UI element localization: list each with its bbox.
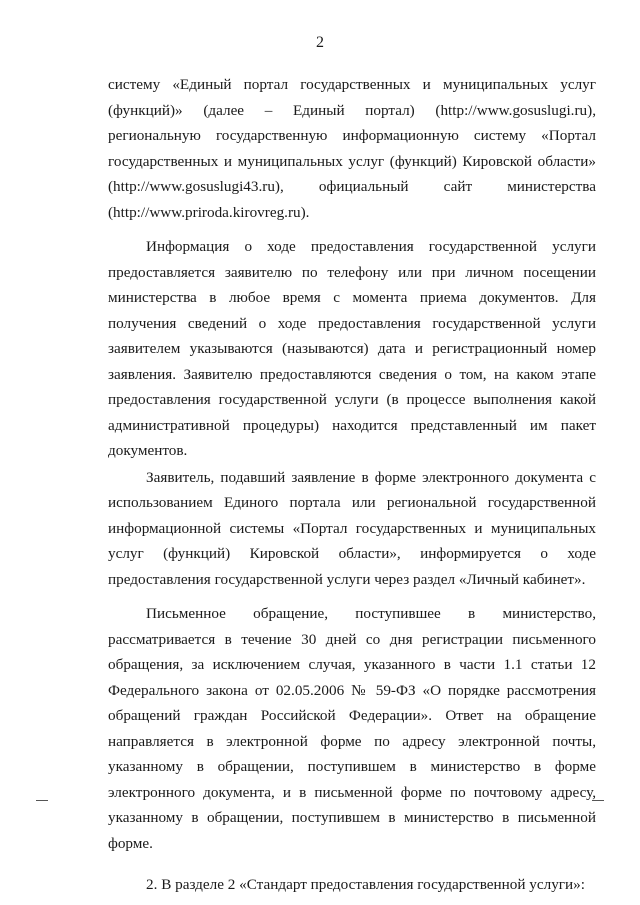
- left-margin-mark: [36, 800, 48, 801]
- page-number: 2: [316, 34, 324, 51]
- paragraph-2: Информация о ходе предоставления государственной услуги предоставляется заявителю по телефону или при личном посещении министерства в любое время с момента приема документов. Для получения сведений о ходе предоставления государственной услуги заявителем указываются (называются) дата и регистрационный номер заявления. Заявителю предоставляются сведения о том, на каком этапе предоставления государственной услуги (в процессе выполнения какой административной процедуры) находится представленный им пакет документов.: [108, 238, 596, 459]
- right-margin-mark: [592, 800, 604, 801]
- paragraph-4: Письменное обращение, поступившее в министерство, рассматривается в течение 30 дней со дня регистрации письменного обращения, за исключением случая, указанного в части 1.1 статьи 12 Федерального закона от 02.05.2006 № 59-ФЗ «О порядке рассмотрения обращений граждан Российской Федерации». Ответ на обращение направляется в электронной форме по адресу электронной почты, указанному в обращении, поступившем в министерство в форме электронного документа, и в письменной форме по почтовому адресу, указанному в обращении, поступившем в министерство в письменной форме.: [108, 605, 596, 852]
- paragraph-1: систему «Единый портал государственных и муниципальных услуг (функций)» (далее – Единый портал) (http://www.gosuslugi.ru), региональную государственную информационную систему «Портал государственных и муниципальных услуг (функций) Кировской области» (http://www.gosuslugi43.ru), официальный сайт министерства (http://www.priroda.kirovreg.ru).: [108, 76, 596, 221]
- paragraph-5: 2. В разделе 2 «Стандарт предоставления государственной услуги»:: [146, 876, 585, 893]
- paragraph-3: Заявитель, подавший заявление в форме электронного документа с использованием Единого портала или региональной государственной информационной системы «Портал государственных и муниципальных услуг (функций) Кировской области», информируется о ходе предоставления государственной услуги через раздел «Личный кабинет».: [108, 468, 596, 588]
- document-body: [108, 72, 596, 898]
